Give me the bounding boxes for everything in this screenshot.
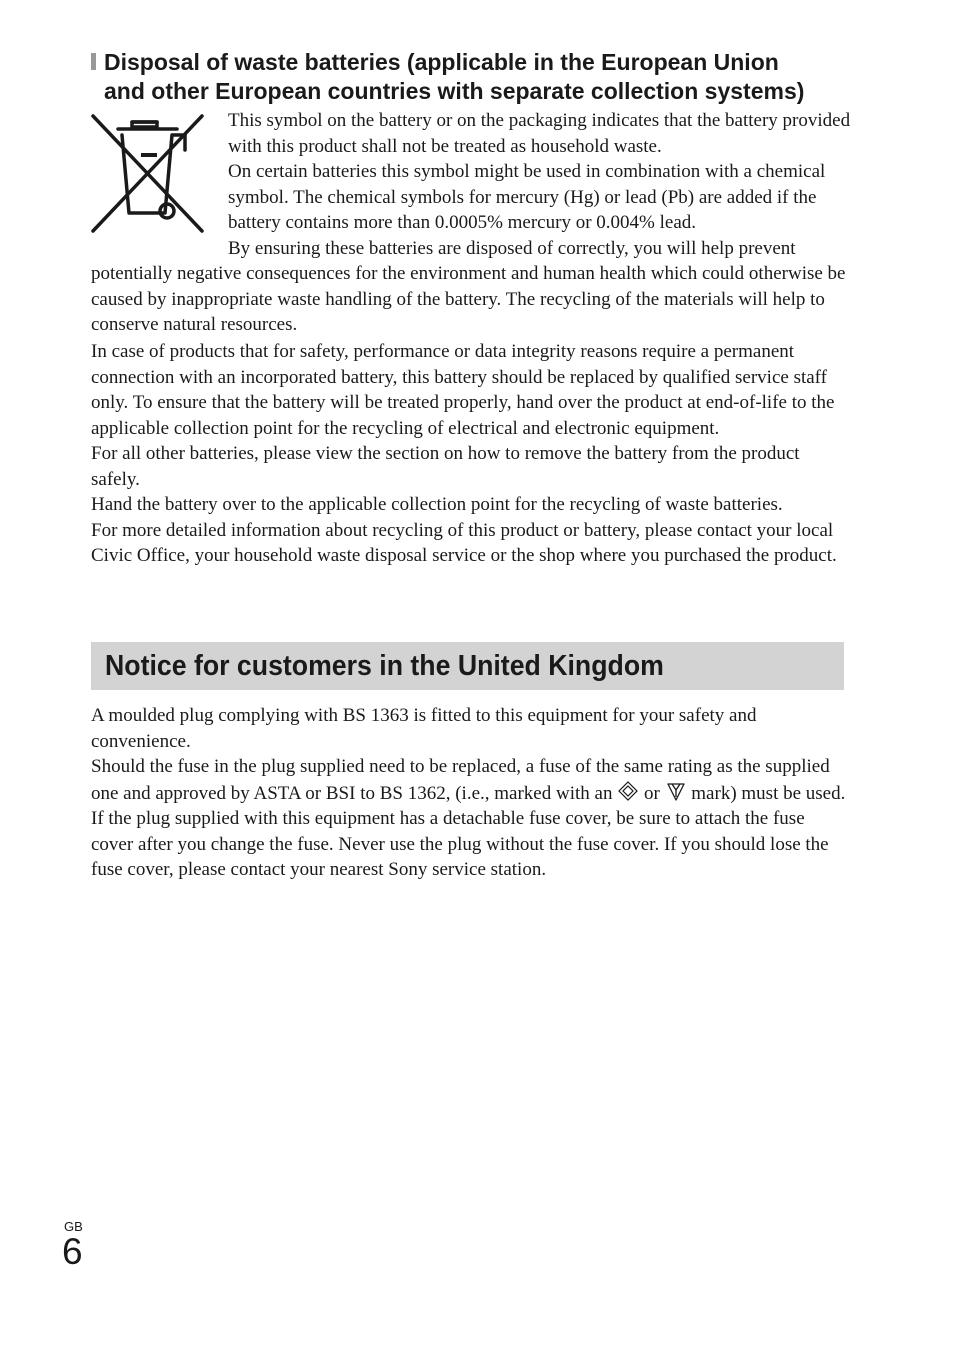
- battery-body-text: [91, 339, 851, 569]
- battery-disposal-heading: [91, 48, 871, 106]
- battery-paragraph-2: On certain batteries this symbol might be used in combination with a chemical symbol. The chemical symbols for mercury (Hg) or lead (Pb) are added if the battery contains more than 0.0005% mercury or 0.004% lead.: [228, 161, 826, 233]
- heading-line-2: and other European countries with separate collection systems): [104, 78, 805, 104]
- battery-paragraph-3: By ensuring these batteries are disposed of correctly, you will help prevent potentially negative consequences for the environment and human health which could otherwise be caused by inappropriate waste handling of the battery. The recycling of the materials will help to conserve natural resources.: [91, 237, 846, 335]
- battery-paragraph-4: In case of products that for safety, performance or data integrity reasons require a permanent connection with an incorporated battery, this battery should be replaced by qualified service staff only. To ensure that the battery will be treated properly, hand over the product at end-of-life to the applicable collection point for the recycling of electrical and electronic equipment.: [91, 341, 835, 439]
- uk-paragraph-1: A moulded plug complying with BS 1363 is fitted to this equipment for your safety and convenience.: [91, 705, 757, 752]
- uk-paragraph-2-end: mark) must be used.: [686, 782, 846, 804]
- uk-paragraph-2-start: Should the fuse in the plug supplied need to be replaced, a fuse of the same rating as the supplied one and approved by ASTA or BSI to BS 1362, (i.e., marked with an: [91, 756, 830, 804]
- uk-paragraph-2: [91, 754, 851, 806]
- region-code: GB: [64, 1219, 83, 1234]
- uk-notice-text: [91, 703, 851, 883]
- uk-paragraph-2-or: or: [639, 782, 665, 804]
- battery-paragraph-6: Hand the battery over to the applicable collection point for the recycling of waste batteries.: [91, 494, 783, 515]
- battery-paragraph-1: This symbol on the battery or on the packaging indicates that the battery provided with this product shall not be treated as household waste.: [228, 110, 851, 157]
- battery-paragraph-5: For all other batteries, please view the section on how to remove the battery from the product safely.: [91, 443, 800, 490]
- uk-notice-banner: [91, 642, 844, 690]
- uk-paragraph-3: If the plug supplied with this equipment has a detachable fuse cover, be sure to attach the fuse cover after you change the fuse. Never use the plug without the fuse cover. If you should lose the fuse cover, please contact your nearest Sony service station.: [91, 808, 829, 880]
- bsi-kitemark-icon: [665, 780, 687, 802]
- page-number: 6: [62, 1231, 83, 1272]
- heading-line-1: Disposal of waste batteries (applicable in the European Union: [104, 49, 779, 75]
- uk-notice-title: Notice for customers in the United Kingdom: [105, 650, 664, 682]
- battery-intro-text: [91, 108, 851, 338]
- asta-mark-icon: [617, 780, 639, 802]
- battery-paragraph-7: For more detailed information about recycling of this product or battery, please contact your local Civic Office, your household waste disposal service or the shop where you purchased the product.: [91, 519, 837, 566]
- heading-marker: [91, 53, 96, 70]
